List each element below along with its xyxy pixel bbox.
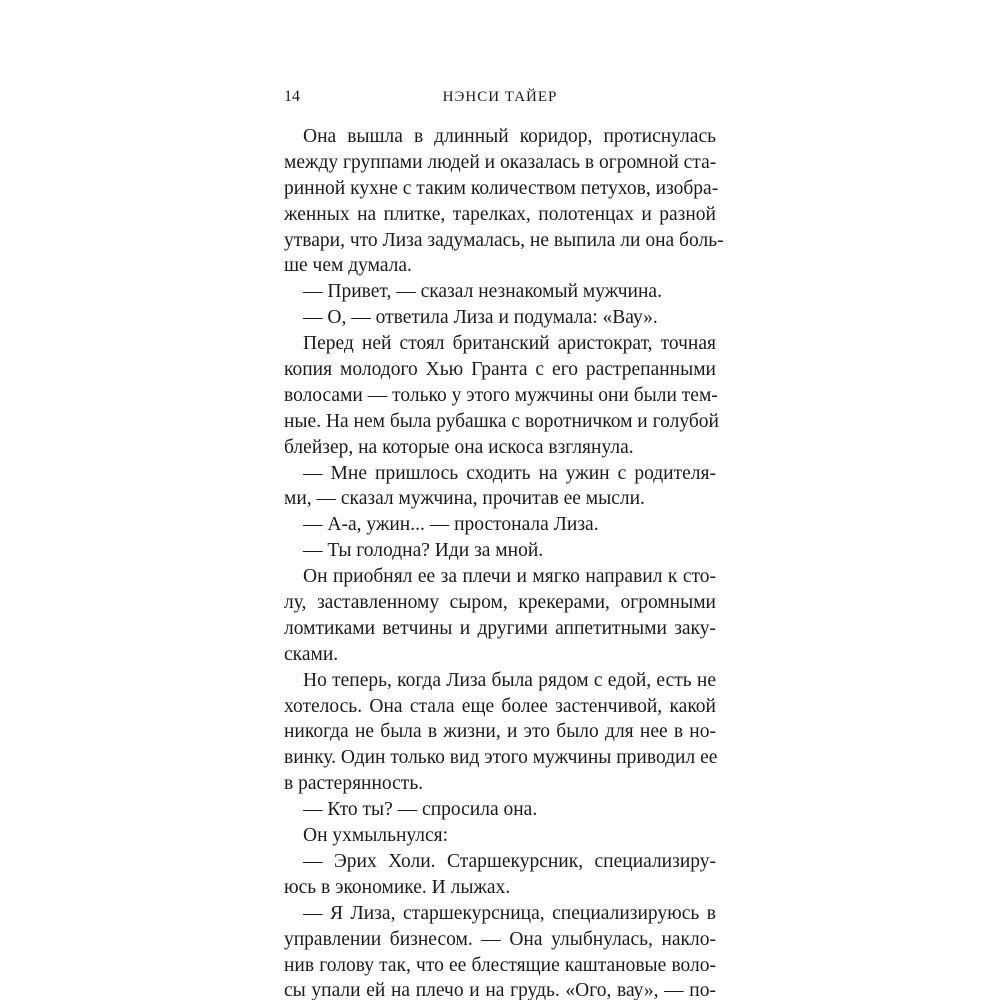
text-line: между группами людей и оказалась в огромной ста- xyxy=(284,151,717,173)
text-line: — Привет, — сказал незнакомый мужчина. xyxy=(303,281,662,303)
text-line: управлении бизнесом. — Она улыбнулась, накло- xyxy=(284,928,716,950)
text-line: ные. На нем была рубашка с воротничком и голубой xyxy=(284,410,719,432)
text-line: нив голову так, что ее блестящие каштановые воло- xyxy=(284,954,716,976)
text-line: ринной кухне с таким количеством петухов, изобра- xyxy=(284,177,719,199)
text-line: — Мне пришлось сходить на ужин с родителя- xyxy=(303,462,716,484)
text-line: сками. xyxy=(284,643,339,665)
text-line: — Кто ты? — спросила она. xyxy=(303,799,538,821)
body-text xyxy=(284,124,724,1000)
text-line: юсь в экономике. И лыжах. xyxy=(284,876,511,898)
text-line: Но теперь, когда Лиза была рядом с едой, есть не xyxy=(303,669,716,691)
text-line: — Ты голодна? Иди за мной. xyxy=(303,540,544,562)
text-line: ми, — сказал мужчина, прочитав ее мысли. xyxy=(284,488,645,510)
text-line: — О, — ответила Лиза и подумала: «Вау». xyxy=(303,307,658,329)
page-number: 14 xyxy=(284,88,300,105)
text-line: винку. Один только вид этого мужчины приводил ее xyxy=(284,747,718,769)
text-line: лу, заставленному сыром, крекерами, огромными xyxy=(284,592,716,614)
text-line: — Эрих Холи. Старшекурсник, специализиру- xyxy=(303,850,716,872)
text-line: Она вышла в длинный коридор, протиснулась xyxy=(303,126,716,147)
page-header xyxy=(284,84,716,110)
text-line: волосами — только у этого мужчины они были тем- xyxy=(284,384,718,406)
text-line: копия молодого Хью Гранта с его растрепанными xyxy=(284,359,716,381)
text-line: ломтиками ветчины и другими аппетитными заку- xyxy=(284,617,716,639)
text-line: в растерянность. xyxy=(284,773,424,795)
text-line: Он ухмыльнулся: xyxy=(303,825,449,847)
text-line: блейзер, на которые она искоса взглянула. xyxy=(284,436,634,458)
text-line: хотелось. Она стала еще более застенчивой, какой xyxy=(284,695,716,717)
text-line: утвари, что Лиза задумалась, не выпила ли она боль- xyxy=(284,229,724,251)
text-line: сы упали ей на плечо и на грудь. «Ого, вау», — по- xyxy=(284,980,716,1000)
text-line: женных на плитке, тарелках, полотенцах и разной xyxy=(284,203,716,225)
text-line: Перед ней стоял британский аристократ, точная xyxy=(303,333,716,355)
text-line: ше чем думала. xyxy=(284,255,412,277)
text-line: Он приобнял ее за плечи и мягко направил к сто- xyxy=(303,566,716,588)
text-line: — Я Лиза, старшекурсница, специализируюсь в xyxy=(303,902,716,924)
text-line: — А-а, ужин... — простонала Лиза. xyxy=(303,514,599,536)
running-head-author: НЭНСИ ТАЙЕР xyxy=(442,89,558,105)
text-line: никогда не была в жизни, и это было для нее в но- xyxy=(284,721,716,743)
